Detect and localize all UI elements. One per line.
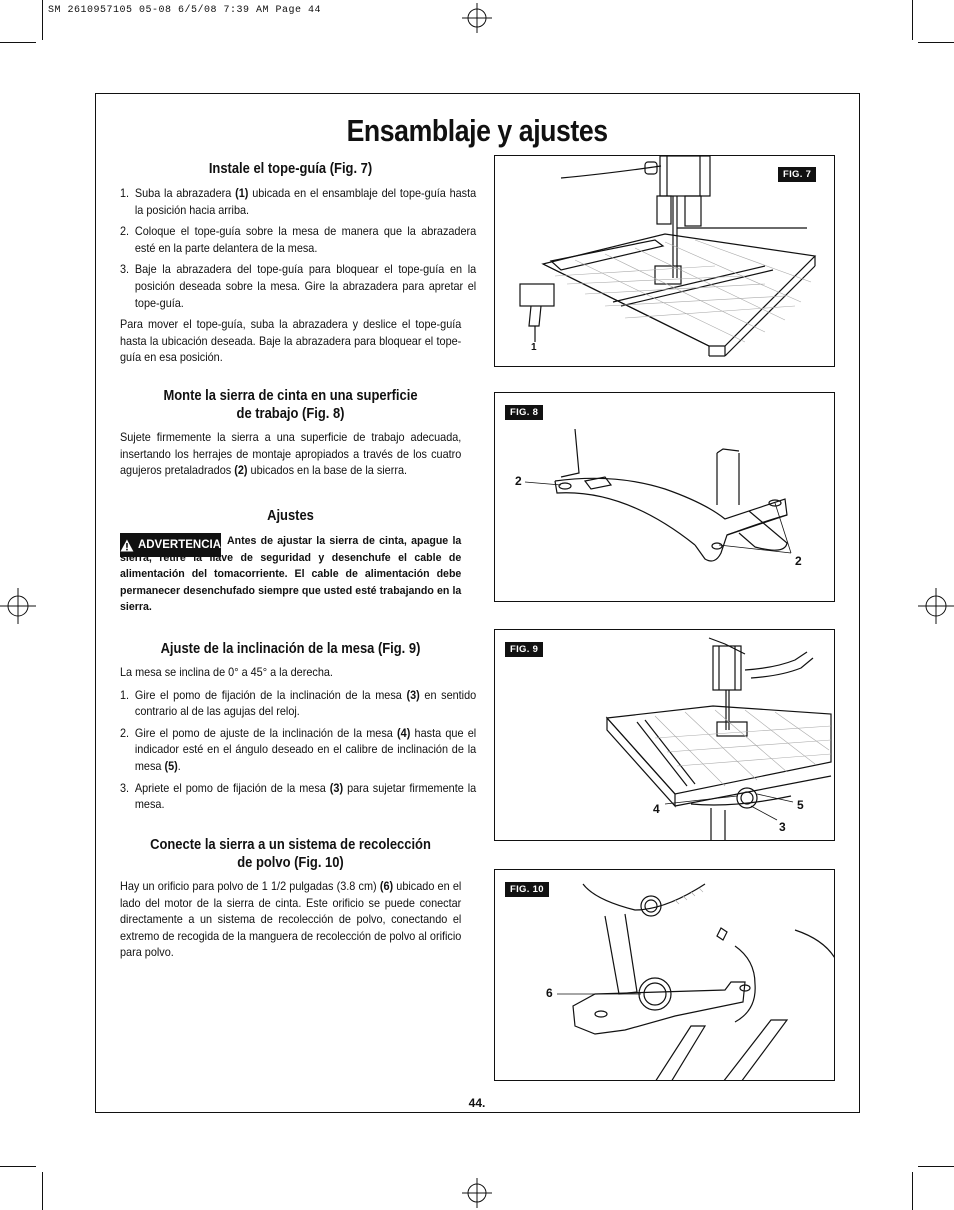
paragraph: La mesa se inclina de 0° a 45° a la derecha. bbox=[120, 666, 333, 679]
crop-mark bbox=[42, 0, 43, 40]
list-item: 1. Suba la abrazadera (1) ubicada en el ensamblaje del tope-guía hasta la posición hacia arriba. bbox=[120, 187, 477, 217]
crop-mark bbox=[912, 0, 913, 40]
list-item: 1. Gire el pomo de fijación de la inclinación de la mesa (3) en sentido contrario al de las agujas del reloj. bbox=[120, 688, 477, 719]
callout-label: 2 bbox=[795, 554, 802, 568]
section-dust-collection bbox=[120, 836, 461, 962]
list-item: 3. Apriete el pomo de fijación de la mesa (3) para sujetar firmemente la mesa. bbox=[120, 781, 477, 812]
figure-tag: FIG. 10 bbox=[505, 882, 549, 897]
callout-label: 2 bbox=[515, 474, 522, 488]
warning-badge: ADVERTENCIA bbox=[120, 533, 221, 557]
callout-label: 6 bbox=[546, 986, 553, 1000]
registration-mark-icon bbox=[0, 588, 36, 624]
table-tilt-illustration bbox=[495, 630, 835, 841]
section-heading: Instale el tope-guía (Fig. 7) bbox=[208, 161, 373, 177]
crop-mark bbox=[0, 42, 36, 43]
figure-tag: FIG. 9 bbox=[505, 642, 543, 657]
page-title: Ensamblaje y ajustes bbox=[346, 113, 608, 148]
callout-label: 5 bbox=[797, 798, 804, 812]
paragraph: Para mover el tope-guía, suba la abrazadera y deslice el tope-guía hasta la ubicación deseada. Baje la abrazadera para bloquear el tope-guía en esa posición. bbox=[120, 318, 462, 365]
section-heading: Ajuste de la inclinación de la mesa (Fig. 9) bbox=[160, 641, 421, 657]
registration-mark-icon bbox=[462, 1178, 492, 1208]
section-heading: Ajustes bbox=[267, 508, 314, 524]
callout-label: 4 bbox=[653, 802, 660, 816]
callout-label: 1 bbox=[531, 342, 537, 353]
crop-mark bbox=[918, 42, 954, 43]
saw-base-illustration bbox=[495, 393, 835, 602]
figure-tag: FIG. 7 bbox=[778, 167, 816, 182]
printer-slug: SM 2610957105 05-08 6/5/08 7:39 AM Page 44 bbox=[48, 5, 322, 16]
list-item: 2. Gire el pomo de ajuste de la inclinación de la mesa (4) hasta que el indicador esté en el ángulo deseado en el calibre de inclinación de la mesa (5). bbox=[120, 726, 477, 773]
figure-9 bbox=[494, 629, 835, 841]
crop-mark bbox=[912, 1172, 913, 1210]
figure-tag: FIG. 8 bbox=[505, 405, 543, 420]
list-item: 3. Baje la abrazadera del tope-guía para bloquear el tope-guía en la posición deseada sobre la mesa. Gire la abrazadera para apretar el tope-guía. bbox=[120, 263, 477, 310]
figure-10 bbox=[494, 869, 835, 1081]
figure-7 bbox=[494, 155, 835, 367]
paragraph: Hay un orificio para polvo de 1 1/2 pulgadas (3.8 cm) (6) ubicado en el lado del motor de la sierra de cinta. Este orificio se puede conectar directamente a un sistema de recolección de polvo, conectando el extremo de recogida de la manguera de recolección de polvo al orificio para polvo. bbox=[120, 880, 462, 960]
section-adjustments bbox=[120, 507, 461, 616]
page-number: 44. bbox=[468, 1096, 486, 1110]
section-heading: Conecte la sierra a un sistema de recolección de polvo (Fig. 10) bbox=[150, 837, 431, 871]
warning-block bbox=[120, 533, 461, 616]
callout-label: 3 bbox=[779, 820, 786, 834]
section-heading: Monte la sierra de cinta en una superficie de trabajo (Fig. 8) bbox=[163, 388, 418, 422]
figure-8 bbox=[494, 392, 835, 602]
dust-port-illustration bbox=[495, 870, 835, 1081]
crop-mark bbox=[42, 1172, 43, 1210]
section-install-fence bbox=[120, 160, 477, 367]
section-mount-saw bbox=[120, 387, 461, 480]
crop-mark bbox=[0, 1166, 36, 1167]
fence-illustration bbox=[495, 156, 835, 367]
registration-mark-icon bbox=[918, 588, 954, 624]
paragraph: Sujete firmemente la sierra a una superficie de trabajo adecuada, insertando los herrajes de montaje apropiados a través de los cuatro agujeros pretaladrados (2) ubicados en la base de la sierra. bbox=[120, 431, 462, 478]
warning-text: Antes de ajustar la sierra de cinta, apague la sierra, retire la llave de seguridad y desenchufe el cable de alimentación del tomacorriente. El cable de alimentación debe permanecer desenchufado siempre que usted esté trabajando en la sierra. bbox=[120, 535, 462, 614]
registration-mark-icon bbox=[462, 3, 492, 33]
crop-mark bbox=[918, 1166, 954, 1167]
list-item: 2. Coloque el tope-guía sobre la mesa de manera que la abrazadera esté en la parte delantera de la mesa. bbox=[120, 225, 477, 255]
section-table-tilt bbox=[120, 640, 477, 814]
